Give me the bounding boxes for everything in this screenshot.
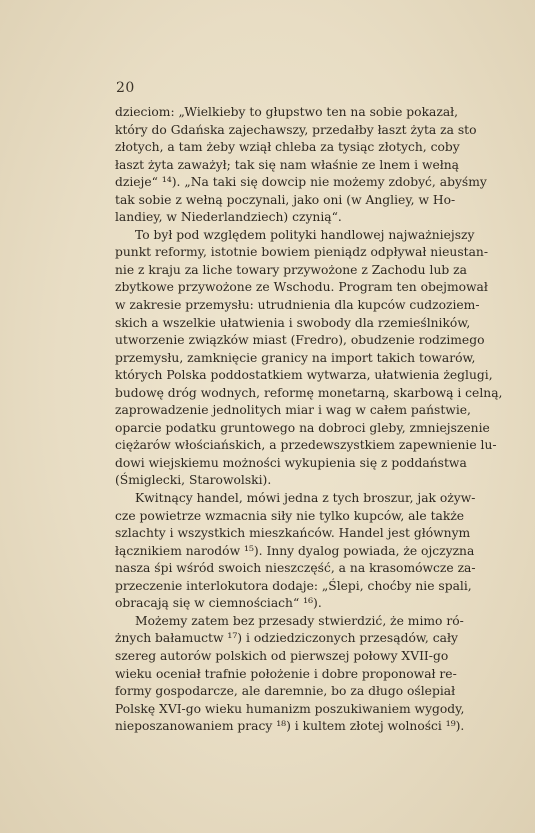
text-line: (Śmiglecki, Starowolski). [115,473,272,488]
text-line: Możemy zatem bez przesady stwierdzić, że mimo ró- [135,613,464,628]
text-line: przemysłu, zamknięcie granicy na import takich towarów, [115,350,476,365]
text-line: łaszt żyta zaważył; tak się nam właśnie ze lnem i wełną [115,157,460,172]
text-line: zaprowadzenie jednolitych miar i wag w całem państwie, [115,403,471,418]
text-line: obracają się w ciemnościach“ ¹⁶). [115,596,322,611]
text-line: szlachty i wszystkich mieszkańców. Handel jest głównym [115,526,471,541]
text-line: który do Gdańska zajechawszy, przedałby łaszt żyta za sto [115,122,477,137]
text-line: utworzenie związków miast (Fredro), obudzenie rodzimego [115,333,485,348]
text-line: których Polska poddostatkiem wytwarza, ułatwienia żeglugi, [115,368,493,383]
text-line: dzieciom: „Wielkieby to głupstwo ten na sobie pokazał, [115,105,459,119]
text-line: Kwitnący handel, mówi jedna z tych broszur, jak ożyw- [135,491,476,506]
text-line: łącznikiem narodów ¹⁵). Inny dyalog powiada, że ojczyzna [115,543,475,558]
paragraph [115,227,503,490]
paragraph [115,613,465,736]
text-line: przeczenie interlokutora dodaje: „Ślepi, choćby nie spali, [115,578,472,593]
text-line: w zakresie przemysłu: utrudnienia dla kupców cudzoziem- [115,298,480,313]
text-line: nieposzanowaniem pracy ¹⁸) i kultem złotej wolności ¹⁹). [115,719,465,734]
text-line: Polskę XVI-go wieku humanizm poszukiwaniem wygody, [115,701,465,716]
text-line: dzieje“ ¹⁴). „Na taki się dowcip nie możemy zdobyć, abyśmy [115,175,487,190]
page-number: 20 [116,80,135,96]
text-line: punkt reformy, istotnie bowiem pieniądz odpływał nieustan- [115,245,489,260]
text-line: szereg autorów polskich od pierwszej połowy XVII-go [115,648,449,663]
text-line: zbytkowe przywożone ze Wschodu. Program ten obejmował [115,280,488,295]
text-line: budowę dróg wodnych, reformę monetarną, skarbową i celną, [115,385,503,400]
text-line: cze powietrze wzmacnia siły nie tylko kupców, ale także [115,508,465,523]
text-line: skich a wszelkie ułatwienia i swobody dla rzemieślników, [115,315,471,330]
text-line: nie z kraju za liche towary przywożone z Zachodu lub za [115,262,467,277]
body-text [115,104,503,736]
text-line: tak sobie z wełną poczynali, jako oni (w Angliey, w Ho- [115,192,456,207]
text-line: oparcie podatku gruntowego na dobroci gleby, zmniejszenie [115,420,490,435]
text-line: dowi wiejskiemu możności wykupienia się z poddaństwa [115,455,467,470]
paragraph [115,490,476,613]
text-line: żnych bałamuctw ¹⁷) i odziedziczonych przesądów, cały [115,631,458,646]
text-line: wieku oceniał trafnie położenie i dobre proponował re- [115,666,457,681]
text-line: złotych, a tam żeby wziął chleba za tysiąc złotych, coby [115,140,460,155]
text-line: landiey, w Niederlandziech) czynią“. [115,210,342,225]
text-line: ciężarów włościańskich, a przedewszystkiem zapewnienie lu- [115,438,497,453]
paragraph [115,104,487,227]
text-line: formy gospodarcze, ale daremnie, bo za długo oślepiał [115,684,456,699]
text-line: nasza śpi wśród swoich nieszczęść, a na krasomówcze za- [115,561,476,576]
text-line: To był pod względem polityki handlowej najważniejszy [135,227,475,242]
